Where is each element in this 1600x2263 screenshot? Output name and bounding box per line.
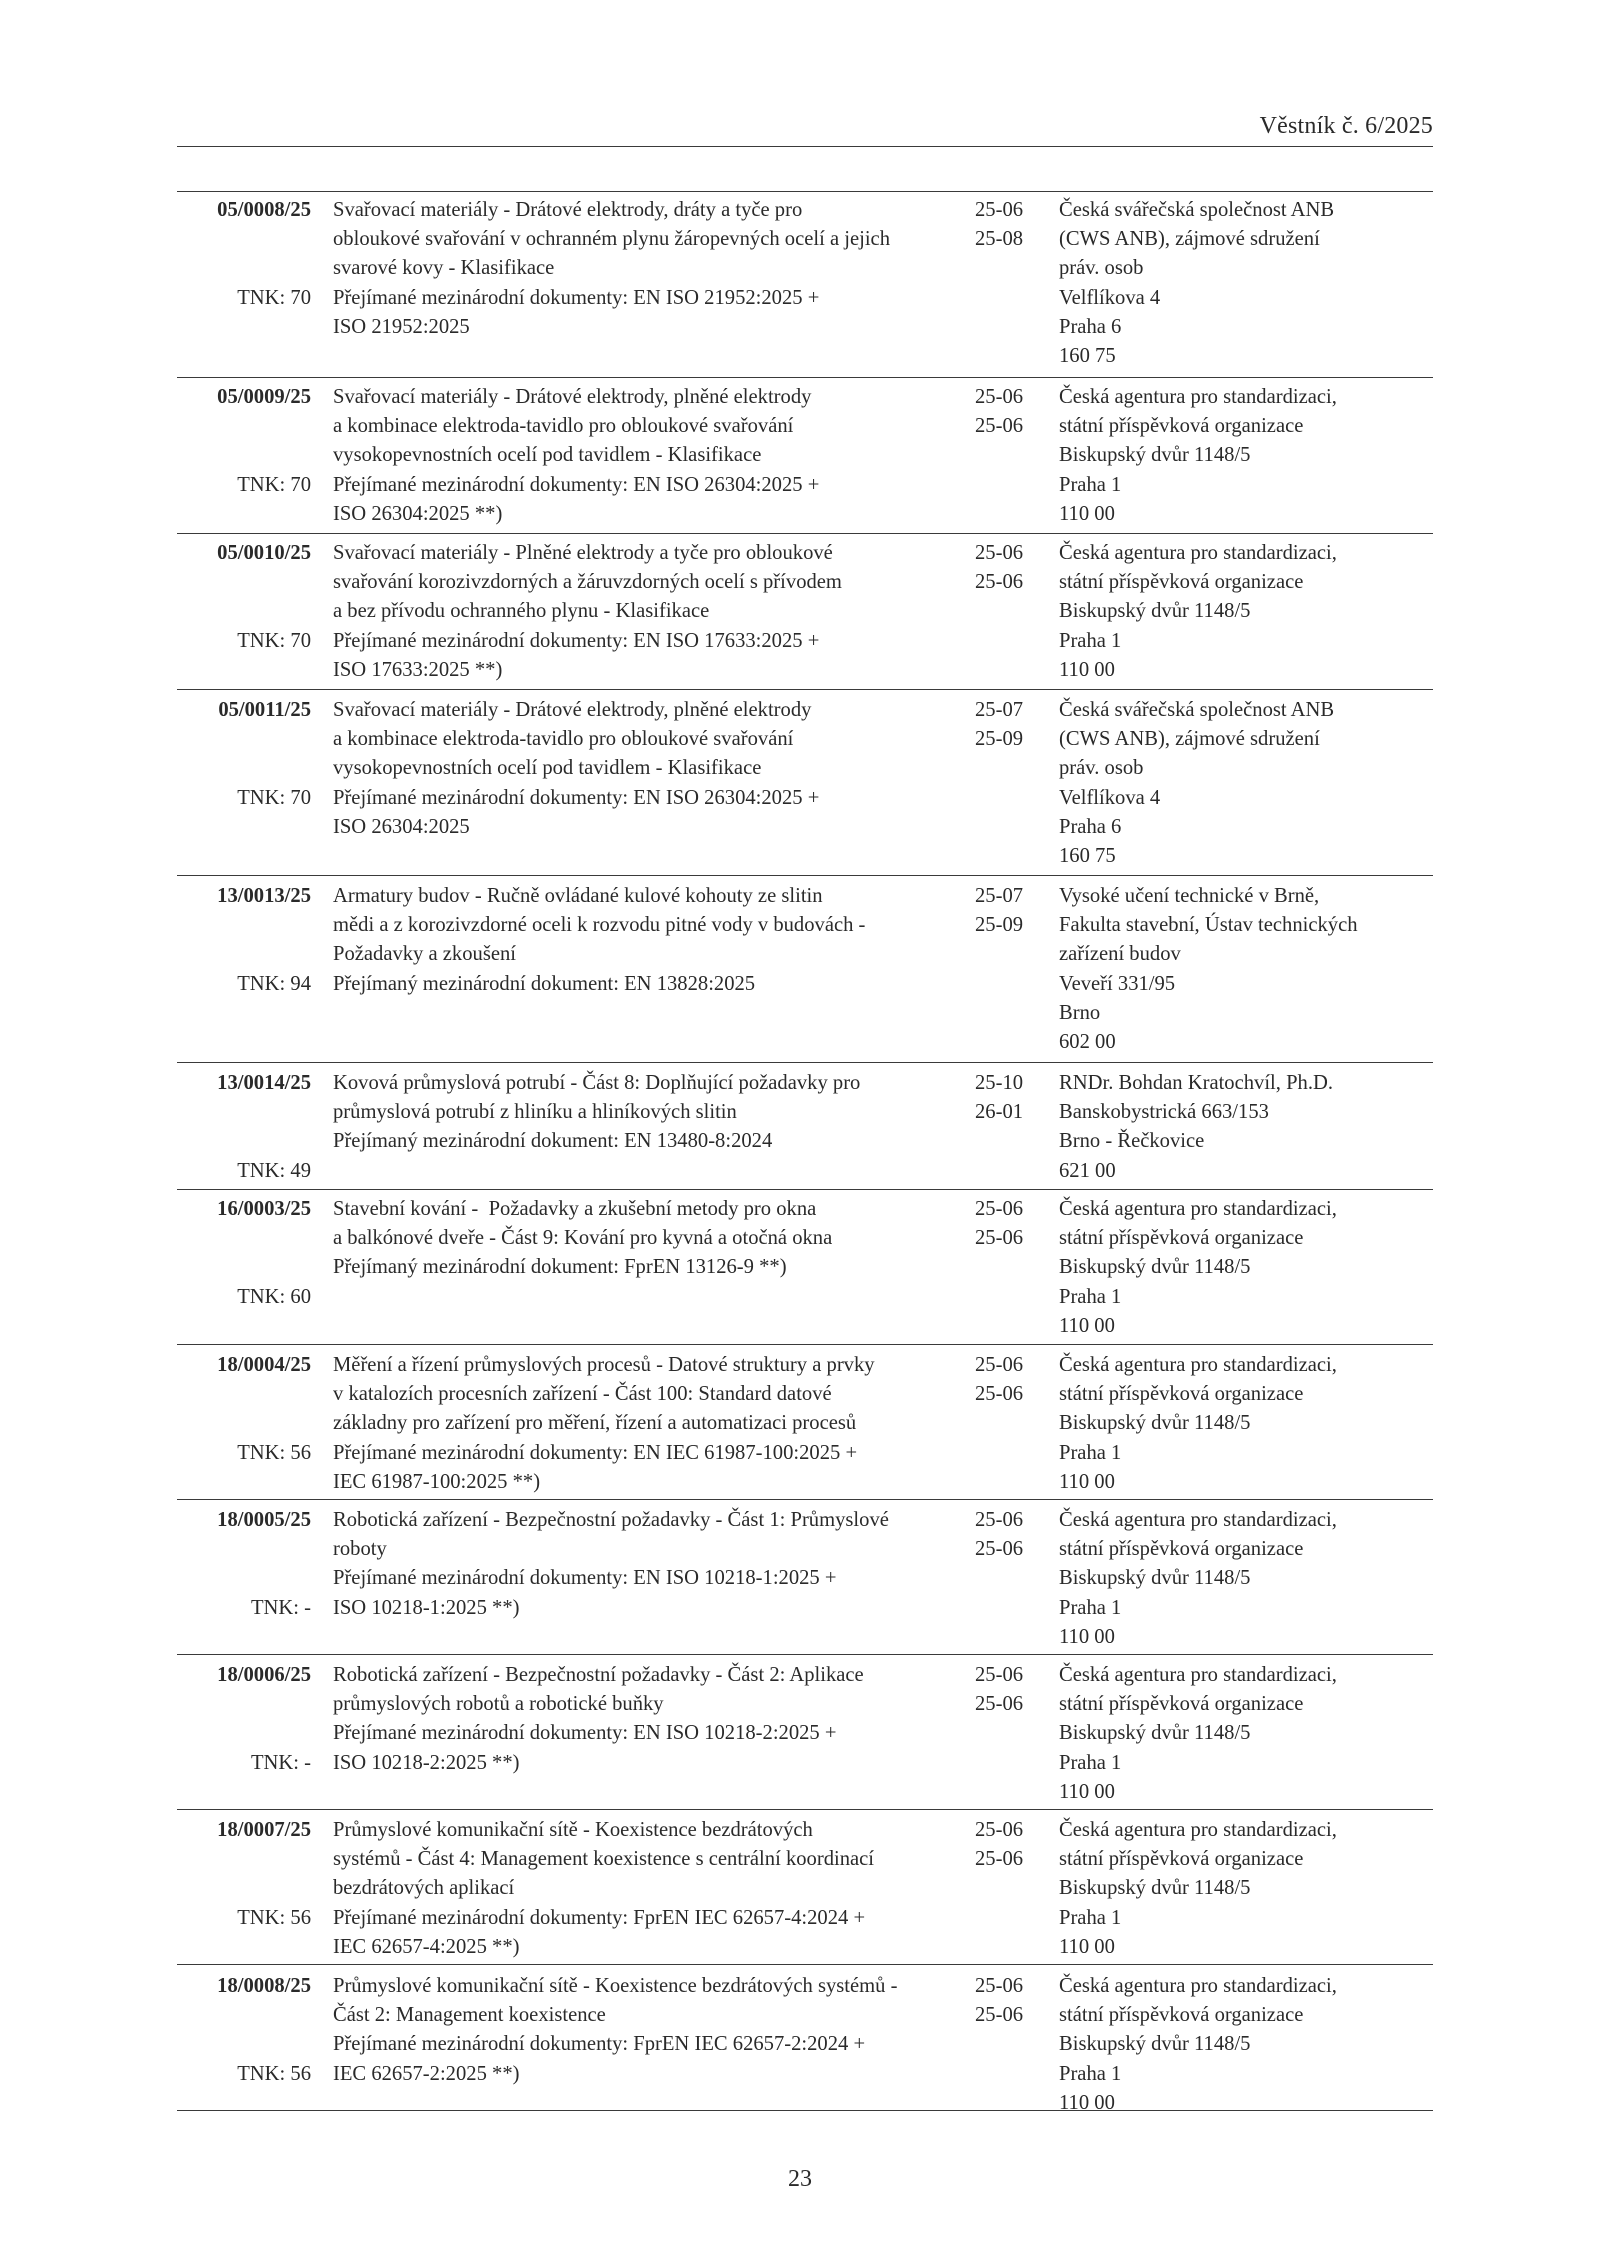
entry-org-line: práv. osob	[1059, 757, 1144, 780]
entry-org-line: státní příspěvková organizace	[1059, 571, 1304, 594]
entry-id-column	[177, 1661, 311, 1809]
entry-org-line: Česká svářečská společnost ANB	[1059, 199, 1335, 221]
entry-org-line: Česká agentura pro standardizaci,	[1059, 1354, 1337, 1376]
entry-id-column	[177, 1351, 311, 1499]
entry-id-column	[177, 1195, 311, 1344]
entry-date: 25-06	[975, 1848, 1024, 1871]
entry-org-line: Brno - Řečkovice	[1059, 1130, 1205, 1153]
entry-code: 05/0009/25	[217, 386, 311, 408]
entry-tnk: TNK: 70	[237, 286, 311, 309]
header-rule	[177, 146, 1433, 147]
entry-date: 25-06	[975, 1354, 1024, 1376]
entry-dates-column	[975, 539, 1035, 689]
entry-org-line: Veveří 331/95	[1059, 972, 1176, 995]
standard-entry	[177, 1809, 1433, 1964]
entry-dates-column	[975, 196, 1035, 377]
entry-org-line: Fakulta stavební, Ústav technických	[1059, 914, 1358, 937]
entry-title-line: Přejímané mezinárodní dokumenty: EN ISO 10218-1:2025 +	[333, 1567, 837, 1590]
entry-title-line: Svařovací materiály - Drátové elektrody, plněné elektrody	[333, 699, 812, 721]
entry-org-line: Biskupský dvůr 1148/5	[1059, 600, 1251, 623]
entry-org-line: Velflíkova 4	[1059, 786, 1161, 809]
entry-org-line: Česká agentura pro standardizaci,	[1059, 1975, 1337, 1997]
entry-org-line: Biskupský dvůr 1148/5	[1059, 1722, 1251, 1745]
entry-title-line: v katalozích procesních zařízení - Část 100: Standard datové	[333, 1383, 832, 1406]
entry-dates-column	[975, 383, 1035, 533]
entry-organization-column	[1059, 1351, 1433, 1499]
entry-title-column	[333, 1816, 957, 1964]
entry-date: 25-06	[975, 1664, 1024, 1686]
standard-entry	[177, 191, 1433, 377]
entry-dates-column	[975, 1661, 1035, 1809]
standard-entry	[177, 1344, 1433, 1499]
entry-title-line: a balkónové dveře - Část 9: Kování pro kyvná a otočná okna	[333, 1227, 833, 1250]
entry-title-line: IEC 62657-2:2025 **)	[333, 2062, 520, 2085]
entry-title-column	[333, 696, 957, 875]
entry-date: 25-09	[975, 914, 1024, 937]
entry-tnk: TNK: 56	[237, 1441, 311, 1464]
entry-id-column	[177, 1069, 311, 1189]
entry-org-line: státní příspěvková organizace	[1059, 1848, 1304, 1871]
entry-title-line: Robotická zařízení - Bezpečnostní požadavky - Část 1: Průmyslové	[333, 1509, 889, 1531]
entry-code: 18/0005/25	[217, 1509, 311, 1531]
entry-title-column	[333, 1661, 957, 1809]
entry-org-line: Česká agentura pro standardizaci,	[1059, 542, 1337, 564]
entry-title-line: svařování korozivzdorných a žáruvzdorných ocelí s přívodem	[333, 571, 842, 594]
entry-organization-column	[1059, 1816, 1433, 1964]
entry-org-line: Praha 1	[1059, 1285, 1122, 1308]
entry-org-line: 160 75	[1059, 845, 1116, 868]
entry-code: 05/0011/25	[218, 699, 311, 721]
entry-tnk: TNK: 70	[237, 473, 311, 496]
entry-id-column	[177, 882, 311, 1062]
bottom-rule	[177, 2110, 1433, 2111]
entry-code: 18/0006/25	[217, 1664, 311, 1686]
entry-org-line: Velflíkova 4	[1059, 286, 1161, 309]
entry-title-column	[333, 539, 957, 689]
entry-org-line: Praha 1	[1059, 1441, 1122, 1464]
entry-date: 25-06	[975, 1198, 1024, 1220]
entry-organization-column	[1059, 1195, 1433, 1344]
entry-id-column	[177, 696, 311, 875]
entry-org-line: Praha 1	[1059, 2062, 1122, 2085]
entry-tnk: TNK: 60	[237, 1285, 311, 1308]
entry-date: 25-08	[975, 228, 1024, 251]
entry-tnk: TNK: -	[250, 1596, 311, 1619]
entry-org-line: 110 00	[1059, 1470, 1115, 1493]
entry-title-line: Přejímané mezinárodní dokumenty: FprEN IEC 62657-4:2024 +	[333, 1906, 866, 1929]
entry-code: 18/0004/25	[217, 1354, 311, 1376]
entry-title-line: Průmyslové komunikační sítě - Koexistence bezdrátových systémů -	[333, 1975, 898, 1997]
entry-org-line: Česká agentura pro standardizaci,	[1059, 1198, 1337, 1220]
entry-title-line: Přejímané mezinárodní dokumenty: EN ISO 26304:2025 +	[333, 473, 820, 496]
entry-title-line: Armatury budov - Ručně ovládané kulové kohouty ze slitin	[333, 885, 823, 907]
standards-list	[177, 191, 1433, 2120]
entry-date: 25-06	[975, 1975, 1024, 1997]
entry-org-line: Česká agentura pro standardizaci,	[1059, 1819, 1337, 1841]
entry-org-line: Praha 1	[1059, 1596, 1122, 1619]
entry-title-line: Stavební kování - Požadavky a zkušební metody pro okna	[333, 1198, 817, 1220]
entry-date: 26-01	[975, 1101, 1024, 1124]
standard-entry	[177, 377, 1433, 533]
entry-title-column	[333, 1506, 957, 1654]
entry-org-line: 621 00	[1059, 1159, 1116, 1182]
entry-org-line: Praha 1	[1059, 1751, 1122, 1774]
entry-date: 25-07	[975, 885, 1024, 907]
entry-org-line: státní příspěvková organizace	[1059, 1693, 1304, 1716]
entry-title-line: IEC 61987-100:2025 **)	[333, 1470, 541, 1493]
standard-entry	[177, 533, 1433, 689]
entry-tnk: TNK: -	[250, 1751, 311, 1774]
entry-org-line: státní příspěvková organizace	[1059, 1538, 1304, 1561]
entry-id-column	[177, 383, 311, 533]
entry-org-line: Praha 6	[1059, 315, 1122, 338]
standard-entry	[177, 1964, 1433, 2120]
entry-title-column	[333, 383, 957, 533]
standard-entry	[177, 1062, 1433, 1189]
entry-org-line: 110 00	[1059, 1314, 1115, 1337]
entry-dates-column	[975, 1972, 1035, 2120]
entry-org-line: 110 00	[1059, 1935, 1115, 1958]
entry-title-line: Přejímaný mezinárodní dokument: EN 13828:2025	[333, 972, 756, 995]
entry-org-line: státní příspěvková organizace	[1059, 2004, 1304, 2027]
entry-title-line: a kombinace elektroda-tavidlo pro obloukové svařování	[333, 728, 794, 751]
entry-code: 13/0013/25	[217, 885, 311, 907]
entry-org-line: Biskupský dvůr 1148/5	[1059, 2033, 1251, 2056]
entry-title-line: Přejímané mezinárodní dokumenty: FprEN IEC 62657-2:2024 +	[333, 2033, 866, 2056]
entry-id-column	[177, 1816, 311, 1964]
entry-title-line: mědi a z korozivzdorné oceli k rozvodu pitné vody v budovách -	[333, 914, 866, 937]
entry-title-line: bezdrátových aplikací	[333, 1877, 515, 1900]
entry-org-line: Biskupský dvůr 1148/5	[1059, 1567, 1251, 1590]
entry-title-column	[333, 882, 957, 1062]
entry-org-line: 110 00	[1059, 1780, 1115, 1803]
entry-title-column	[333, 1972, 957, 2120]
entry-org-line: Česká agentura pro standardizaci,	[1059, 386, 1337, 408]
entry-org-line: Praha 1	[1059, 473, 1122, 496]
entry-date: 25-07	[975, 699, 1024, 721]
entry-tnk: TNK: 70	[237, 629, 311, 652]
entry-title-line: Svařovací materiály - Drátové elektrody, dráty a tyče pro	[333, 199, 803, 221]
entry-tnk: TNK: 56	[237, 2062, 311, 2085]
entry-date: 25-06	[975, 1693, 1024, 1716]
entry-org-line: 110 00	[1059, 658, 1115, 681]
entry-organization-column	[1059, 1506, 1433, 1654]
entry-title-line: Svařovací materiály - Drátové elektrody, plněné elektrody	[333, 386, 812, 408]
entry-title-line: roboty	[333, 1538, 387, 1561]
entry-org-line: Biskupský dvůr 1148/5	[1059, 1877, 1251, 1900]
entry-title-line: Kovová průmyslová potrubí - Část 8: Doplňující požadavky pro	[333, 1072, 861, 1094]
entry-title-line: systémů - Část 4: Management koexistence s centrální koordinací	[333, 1848, 875, 1871]
entry-title-line: a kombinace elektroda-tavidlo pro obloukové svařování	[333, 415, 794, 438]
entry-dates-column	[975, 882, 1035, 1062]
entry-org-line: 602 00	[1059, 1031, 1116, 1054]
entry-dates-column	[975, 696, 1035, 875]
entry-title-column	[333, 1351, 957, 1499]
entry-title-line: Přejímaný mezinárodní dokument: EN 13480-8:2024	[333, 1130, 773, 1153]
entry-date: 25-06	[975, 2004, 1024, 2027]
entry-title-line: ISO 21952:2025	[333, 315, 470, 338]
entry-title-line: průmyslových robotů a robotické buňky	[333, 1693, 664, 1716]
entry-org-line: Česká agentura pro standardizaci,	[1059, 1664, 1337, 1686]
entry-organization-column	[1059, 383, 1433, 533]
entry-tnk: TNK: 56	[237, 1906, 311, 1929]
entry-title-line: Přejímaný mezinárodní dokument: FprEN 13126-9 **)	[333, 1256, 787, 1279]
entry-organization-column	[1059, 539, 1433, 689]
entry-date: 25-06	[975, 1538, 1024, 1561]
entry-code: 13/0014/25	[217, 1072, 311, 1094]
entry-date: 25-06	[975, 415, 1024, 438]
entry-organization-column	[1059, 1069, 1433, 1189]
entry-tnk: TNK: 94	[237, 972, 311, 995]
entry-title-line: Měření a řízení průmyslových procesů - Datové struktury a prvky	[333, 1354, 875, 1376]
entry-title-line: Přejímané mezinárodní dokumenty: EN ISO 10218-2:2025 +	[333, 1722, 837, 1745]
entry-org-line: Biskupský dvůr 1148/5	[1059, 444, 1251, 467]
entry-code: 18/0008/25	[217, 1975, 311, 1997]
entry-title-line: Průmyslové komunikační sítě - Koexistence bezdrátových	[333, 1819, 813, 1841]
entry-title-line: Požadavky a zkoušení	[333, 943, 517, 966]
entry-org-line: práv. osob	[1059, 257, 1144, 280]
entry-title-line: a bez přívodu ochranného plynu - Klasifikace	[333, 600, 710, 623]
entry-organization-column	[1059, 696, 1433, 875]
entry-title-column	[333, 1195, 957, 1344]
entry-dates-column	[975, 1351, 1035, 1499]
entry-dates-column	[975, 1816, 1035, 1964]
entry-org-line: (CWS ANB), zájmové sdružení	[1059, 228, 1320, 251]
entry-dates-column	[975, 1069, 1035, 1189]
entry-org-line: 110 00	[1059, 2091, 1115, 2114]
entry-id-column	[177, 1972, 311, 2120]
entry-org-line: 160 75	[1059, 345, 1116, 368]
entry-title-line: ISO 10218-1:2025 **)	[333, 1596, 520, 1619]
standard-entry	[177, 1499, 1433, 1654]
entry-title-line: ISO 10218-2:2025 **)	[333, 1751, 520, 1774]
entry-code: 16/0003/25	[217, 1198, 311, 1220]
entry-title-line: Přejímané mezinárodní dokumenty: EN ISO 26304:2025 +	[333, 786, 820, 809]
entry-org-line: státní příspěvková organizace	[1059, 1227, 1304, 1250]
entry-title-line: IEC 62657-4:2025 **)	[333, 1935, 520, 1958]
entry-org-line: Česká agentura pro standardizaci,	[1059, 1509, 1337, 1531]
entry-organization-column	[1059, 1972, 1433, 2120]
entry-org-line: Brno	[1059, 1001, 1101, 1024]
entry-date: 25-06	[975, 1227, 1024, 1250]
entry-org-line: státní příspěvková organizace	[1059, 415, 1304, 438]
entry-title-line: Přejímané mezinárodní dokumenty: EN IEC 61987-100:2025 +	[333, 1441, 858, 1464]
entry-org-line: Biskupský dvůr 1148/5	[1059, 1412, 1251, 1435]
entry-org-line: RNDr. Bohdan Kratochvíl, Ph.D.	[1059, 1072, 1333, 1094]
entry-title-line: Přejímané mezinárodní dokumenty: EN ISO 17633:2025 +	[333, 629, 820, 652]
entry-organization-column	[1059, 882, 1433, 1062]
entry-title-column	[333, 1069, 957, 1189]
entry-code: 05/0010/25	[217, 542, 311, 564]
entry-org-line: Praha 1	[1059, 629, 1122, 652]
entry-org-line: (CWS ANB), zájmové sdružení	[1059, 728, 1320, 751]
entry-dates-column	[975, 1195, 1035, 1344]
entry-org-line: Biskupský dvůr 1148/5	[1059, 1256, 1251, 1279]
entry-date: 25-06	[975, 1383, 1024, 1406]
entry-org-line: Banskobystrická 663/153	[1059, 1101, 1269, 1124]
entry-org-line: 110 00	[1059, 502, 1115, 525]
entry-org-line: Vysoké učení technické v Brně,	[1059, 885, 1320, 907]
entry-title-line: svarové kovy - Klasifikace	[333, 257, 555, 280]
entry-date: 25-06	[975, 386, 1024, 408]
entry-code: 05/0008/25	[217, 199, 311, 221]
page-header-title: Věstník č. 6/2025	[1259, 113, 1433, 139]
entry-title-line: ISO 26304:2025	[333, 815, 470, 838]
entry-title-line: vysokopevnostních ocelí pod tavidlem - Klasifikace	[333, 444, 762, 467]
entry-id-column	[177, 1506, 311, 1654]
entry-date: 25-06	[975, 1509, 1024, 1531]
entry-title-line: vysokopevnostních ocelí pod tavidlem - Klasifikace	[333, 757, 762, 780]
entry-title-line: Robotická zařízení - Bezpečnostní požadavky - Část 2: Aplikace	[333, 1664, 864, 1686]
entry-org-line: Praha 6	[1059, 815, 1122, 838]
entry-organization-column	[1059, 196, 1433, 377]
entry-title-column	[333, 196, 957, 377]
entry-title-line: ISO 26304:2025 **)	[333, 502, 503, 525]
entry-id-column	[177, 539, 311, 689]
page-number: 23	[788, 2166, 812, 2192]
entry-title-line: Přejímané mezinárodní dokumenty: EN ISO 21952:2025 +	[333, 286, 820, 309]
entry-title-line: průmyslová potrubí z hliníku a hliníkových slitin	[333, 1101, 737, 1124]
entry-date: 25-06	[975, 571, 1024, 594]
entry-dates-column	[975, 1506, 1035, 1654]
entry-org-line: Praha 1	[1059, 1906, 1122, 1929]
entry-title-line: základny pro zařízení pro měření, řízení a automatizaci procesů	[333, 1412, 857, 1435]
standard-entry	[177, 1654, 1433, 1809]
entry-tnk: TNK: 70	[237, 786, 311, 809]
entry-date: 25-06	[975, 1819, 1024, 1841]
standard-entry	[177, 689, 1433, 875]
entry-code: 18/0007/25	[217, 1819, 311, 1841]
standard-entry	[177, 875, 1433, 1062]
entry-org-line: zařízení budov	[1059, 943, 1181, 966]
entry-org-line: 110 00	[1059, 1625, 1115, 1648]
entry-title-line: Svařovací materiály - Plněné elektrody a tyče pro obloukové	[333, 542, 833, 564]
entry-title-line: obloukové svařování v ochranném plynu žáropevných ocelí a jejich	[333, 228, 890, 251]
entry-tnk: TNK: 49	[237, 1159, 311, 1182]
entry-title-line: ISO 17633:2025 **)	[333, 658, 503, 681]
entry-date: 25-06	[975, 542, 1024, 564]
entry-date: 25-09	[975, 728, 1024, 751]
entry-date: 25-06	[975, 199, 1024, 221]
entry-organization-column	[1059, 1661, 1433, 1809]
entry-org-line: Česká svářečská společnost ANB	[1059, 699, 1335, 721]
entry-date: 25-10	[975, 1072, 1024, 1094]
standard-entry	[177, 1189, 1433, 1344]
entry-org-line: státní příspěvková organizace	[1059, 1383, 1304, 1406]
entry-id-column	[177, 196, 311, 377]
entry-title-line: Část 2: Management koexistence	[333, 2004, 606, 2027]
